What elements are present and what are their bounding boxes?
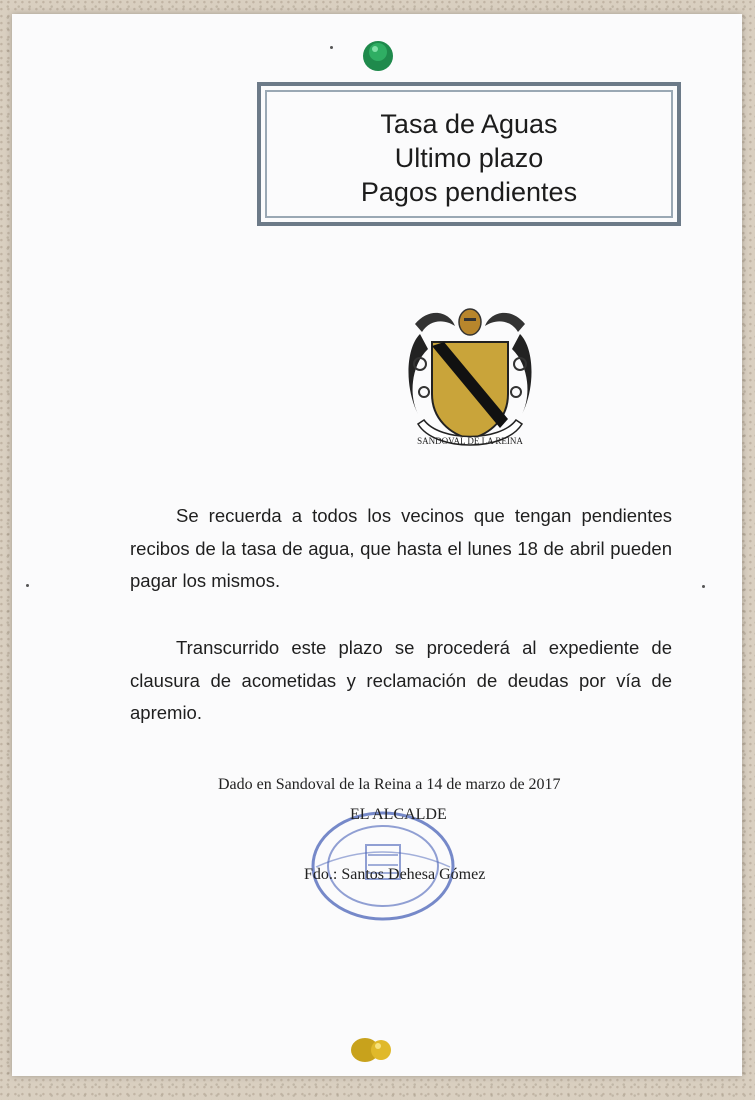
crest-motto: SANDOVAL DE LA REINA	[417, 436, 523, 446]
yellow-pushpin-icon	[345, 1028, 399, 1068]
date-line: Dado en Sandoval de la Reina a 14 de marzo de 2017	[218, 776, 561, 793]
coat-of-arms-icon	[400, 294, 540, 454]
notice-paper	[12, 14, 742, 1076]
paragraph-2-text: Transcurrido este plazo se procederá al expediente de clausura de acometidas y reclamación de deudas por vía de apremio.	[130, 637, 672, 723]
paragraph-2	[130, 632, 672, 730]
signature-line: Fdo.: Santos Dehesa Gómez	[304, 866, 486, 883]
title-line-3: Pagos pendientes	[360, 177, 578, 207]
title-line-2: Ultimo plazo	[394, 143, 544, 173]
mayor-role: EL ALCALDE	[350, 806, 447, 823]
paragraph-1-text: Se recuerda a todos los vecinos que tengan pendientes recibos de la tasa de agua, que hasta el lunes 18 de abril pueden pagar los mismos.	[130, 505, 672, 591]
title-box	[257, 82, 681, 226]
title-line-1: Tasa de Aguas	[380, 109, 558, 139]
green-pushpin-icon	[358, 36, 398, 76]
paragraph-1	[130, 500, 672, 598]
